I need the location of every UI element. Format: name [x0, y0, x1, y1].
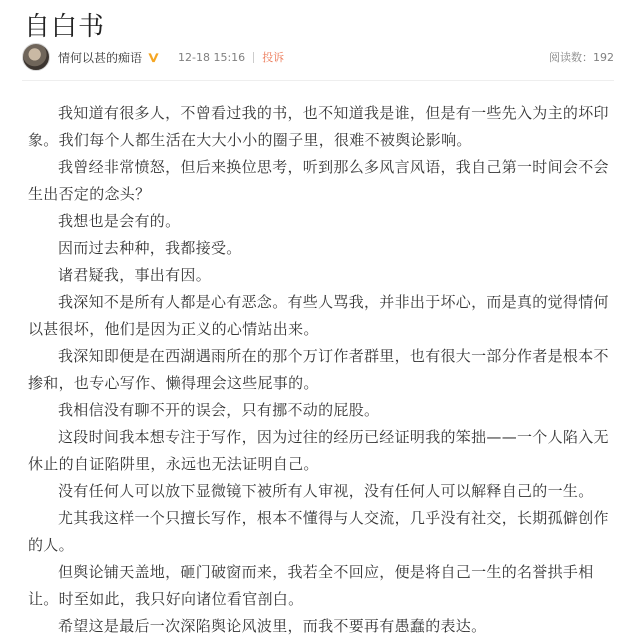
paragraph: 我想也是会有的。	[58, 212, 181, 230]
paragraph: 希望这是最后一次深陷舆论风波里，而我不要再有愚蠢的表达。	[58, 617, 487, 635]
paragraph: 没有任何人可以放下显微镜下被所有人审视，没有任何人可以解释自己的一生。	[58, 482, 594, 500]
read-count: 阅读数：192	[549, 51, 614, 64]
paragraph: 我曾经非常愤怒，但后来换位思考，听到那么多风言风语，我自己第一时间会不会生出否定的念头？	[28, 158, 609, 203]
author-name[interactable]: 情何以甚的痴语	[58, 50, 143, 65]
paragraph: 诸君疑我，事出有因。	[58, 266, 212, 284]
paragraph: 但舆论铺天盖地，砸门破窗而来，我若全不回应，便是将自己一生的名誉拱手相让。时至如此，我只好向诸位看官剖白。	[28, 563, 594, 608]
paragraph: 尤其我这样一个只擅长写作，根本不懂得与人交流，几乎没有社交，长期孤僻创作的人。	[28, 509, 609, 554]
paragraph: 我深知不是所有人都是心有恶念。有些人骂我，并非出于坏心，而是真的觉得情何以甚很坏，他们是因为正义的心情站出来。	[28, 293, 609, 338]
meta-separator	[253, 52, 254, 63]
verified-badge-icon	[147, 51, 160, 64]
article-title: 自白书	[24, 12, 106, 42]
report-link[interactable]: 投诉	[262, 51, 285, 64]
header-divider	[22, 80, 614, 81]
paragraph: 这段时间我本想专注于写作，因为过往的经历已经证明我的笨拙——一个人陷入无休止的自证陷阱里，永远也无法证明自己。	[28, 428, 609, 473]
paragraph: 我深知即便是在西湖遇雨所在的那个万订作者群里，也有很大一部分作者是根本不掺和，也专心写作、懒得理会这些屁事的。	[28, 347, 609, 392]
paragraph: 因而过去种种，我都接受。	[58, 239, 242, 257]
avatar[interactable]	[22, 43, 50, 71]
article-meta	[22, 42, 614, 72]
article-body	[28, 100, 612, 640]
paragraph: 我相信没有聊不开的误会，只有挪不动的屁股。	[58, 401, 380, 419]
publish-date: 12-18 15:16	[178, 50, 246, 64]
paragraph: 我知道有很多人，不曾看过我的书，也不知道我是谁，但是有一些先入为主的坏印象。我们每个人都生活在大大小小的圈子里，很难不被舆论影响。	[28, 104, 609, 149]
